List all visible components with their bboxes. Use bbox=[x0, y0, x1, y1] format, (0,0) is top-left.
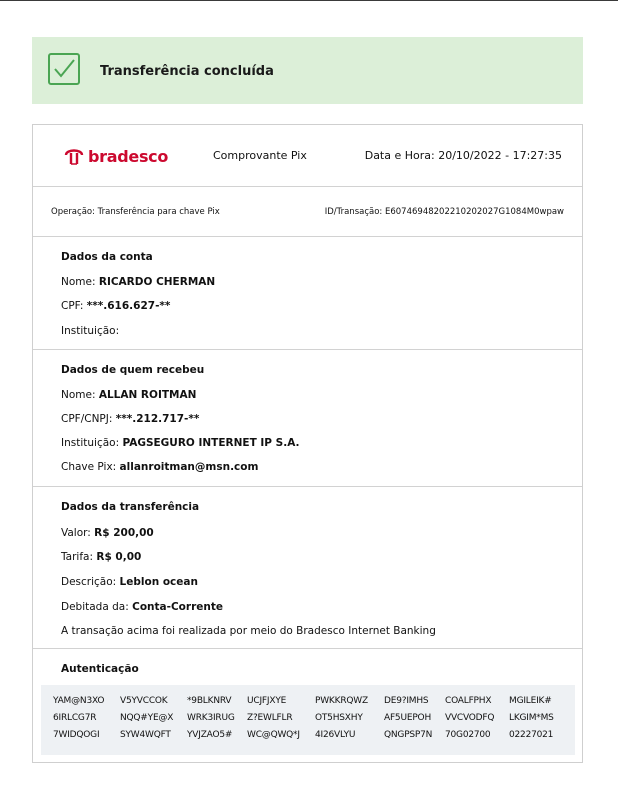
auth-code: YAM@N3XO bbox=[53, 696, 105, 706]
transfer-note: A transação acima foi realizada por meio do Bradesco Internet Banking bbox=[61, 625, 436, 637]
receiver-pix-key-label: Chave Pix: bbox=[61, 461, 117, 473]
auth-code: NQQ#YE@X bbox=[120, 713, 174, 723]
account-institution-label: Instituição: bbox=[61, 325, 120, 337]
auth-code: WRK3IRUG bbox=[187, 713, 235, 723]
transfer-debit bbox=[61, 601, 223, 613]
auth-code: UCJFJXYE bbox=[247, 696, 287, 706]
receiver-pix-key-value: allanroitman@msn.com bbox=[119, 461, 259, 473]
receipt-header bbox=[33, 125, 582, 187]
receiver-institution-label: Instituição: bbox=[61, 437, 120, 449]
operation-label: Operação: bbox=[51, 207, 95, 217]
receiver-name-value: ALLAN ROITMAN bbox=[98, 389, 197, 401]
account-cpf-value: ***.616.627-** bbox=[86, 300, 171, 312]
auth-code: COALFPHX bbox=[445, 696, 492, 706]
receiver-institution bbox=[61, 437, 300, 449]
account-section bbox=[33, 237, 582, 350]
receiver-cpf bbox=[61, 413, 199, 425]
transfer-debit-value: Conta-Corrente bbox=[132, 601, 223, 613]
account-cpf-label: CPF: bbox=[61, 300, 84, 312]
auth-code: 7WIDQOGI bbox=[53, 730, 100, 740]
transfer-title: Dados da transferência bbox=[61, 501, 200, 513]
transfer-section bbox=[33, 487, 582, 649]
auth-code: V5YVCCOK bbox=[120, 696, 168, 706]
bradesco-tree-icon bbox=[63, 145, 85, 167]
brand-name: bradesco bbox=[88, 146, 169, 166]
datetime-value: 20/10/2022 - 17:27:35 bbox=[438, 149, 562, 162]
auth-code: OT5HSXHY bbox=[315, 713, 363, 723]
transfer-value-amount: R$ 200,00 bbox=[94, 527, 154, 539]
receiver-cpf-label: CPF/CNPJ: bbox=[61, 413, 113, 425]
operation-value: Transferência para chave Pix bbox=[97, 207, 220, 217]
transaction-id bbox=[325, 207, 564, 217]
datetime-label: Data e Hora: bbox=[364, 149, 435, 162]
check-icon bbox=[48, 53, 80, 85]
receiver-institution-value: PAGSEGURO INTERNET IP S.A. bbox=[122, 437, 300, 449]
authentication-codes bbox=[41, 685, 575, 755]
receipt-card bbox=[32, 124, 583, 763]
receiver-title: Dados de quem recebeu bbox=[61, 364, 205, 376]
transfer-description-label: Descrição: bbox=[61, 576, 117, 588]
auth-code: VVCVODFQ bbox=[445, 713, 495, 723]
authentication-title: Autenticação bbox=[61, 663, 139, 675]
account-name-label: Nome: bbox=[61, 276, 96, 288]
operation-row bbox=[33, 187, 582, 237]
auth-code: SYW4WQFT bbox=[120, 730, 171, 740]
transfer-fee-amount: R$ 0,00 bbox=[96, 551, 142, 563]
transfer-value-label: Valor: bbox=[61, 527, 91, 539]
account-institution bbox=[61, 325, 119, 337]
auth-code: DE9?IMHS bbox=[384, 696, 429, 706]
transfer-description-value: Leblon ocean bbox=[119, 576, 198, 588]
transaction-id-label: ID/Transação: bbox=[324, 207, 383, 217]
account-name bbox=[61, 276, 215, 288]
account-name-value: RICARDO CHERMAN bbox=[98, 276, 216, 288]
auth-code: 02227021 bbox=[509, 730, 554, 740]
auth-code: WC@QWQ*J bbox=[247, 730, 300, 740]
document-title: Comprovante Pix bbox=[213, 149, 307, 162]
authentication-section bbox=[33, 649, 582, 762]
auth-code: Z?EWLFLR bbox=[247, 713, 293, 723]
auth-code: *9BLKNRV bbox=[187, 696, 232, 706]
account-cpf bbox=[61, 300, 170, 312]
auth-code: MGILEIK# bbox=[509, 696, 552, 706]
operation bbox=[51, 207, 220, 217]
datetime bbox=[365, 149, 562, 162]
auth-code: QNGPSP7N bbox=[384, 730, 433, 740]
transfer-fee bbox=[61, 551, 141, 563]
transfer-debit-label: Debitada da: bbox=[61, 601, 129, 613]
success-banner bbox=[32, 37, 583, 104]
transfer-description bbox=[61, 576, 198, 588]
account-title: Dados da conta bbox=[61, 251, 153, 263]
receiver-name-label: Nome: bbox=[61, 389, 96, 401]
auth-code: 70G02700 bbox=[445, 730, 491, 740]
auth-code: 4I26VLYU bbox=[315, 730, 356, 740]
receiver-section bbox=[33, 350, 582, 487]
auth-code: LKGIM*MS bbox=[509, 713, 554, 723]
top-border bbox=[0, 0, 618, 1]
banner-title: Transferência concluída bbox=[100, 64, 274, 79]
receiver-pix-key bbox=[61, 461, 258, 473]
bradesco-logo bbox=[63, 143, 168, 169]
auth-code: AF5UEPOH bbox=[384, 713, 432, 723]
auth-code: 6IRLCG7R bbox=[53, 713, 97, 723]
receiver-name bbox=[61, 389, 196, 401]
transfer-value bbox=[61, 527, 154, 539]
transaction-id-value: E60746948202210202027G1084M0wpaw bbox=[385, 207, 564, 217]
auth-code: YVJZAO5# bbox=[187, 730, 233, 740]
receiver-cpf-value: ***.212.717-** bbox=[115, 413, 200, 425]
transfer-fee-label: Tarifa: bbox=[61, 551, 94, 563]
auth-code: PWKKRQWZ bbox=[315, 696, 368, 706]
